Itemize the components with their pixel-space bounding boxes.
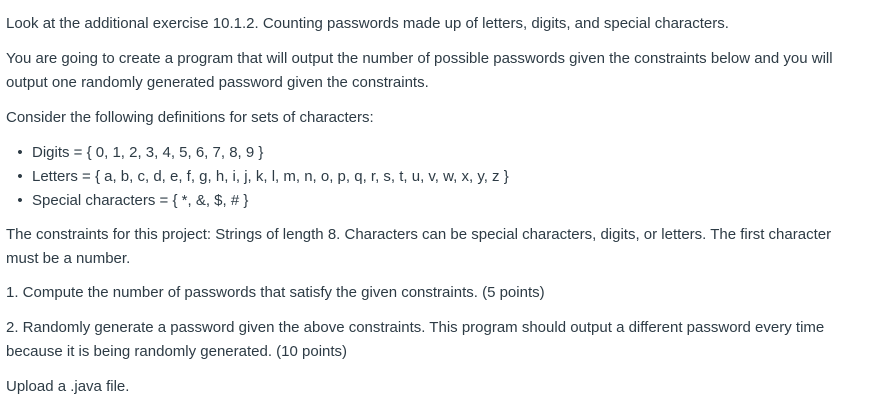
bullet-icon: • bbox=[17, 144, 23, 161]
constraints-paragraph: The constraints for this project: Strings of length 8. Characters can be special characters, digits, or letters. The first character must be a number. bbox=[6, 226, 832, 267]
upload-instruction: Upload a .java file. bbox=[6, 378, 130, 395]
question-1: 1. Compute the number of passwords that satisfy the given constraints. (5 points) bbox=[6, 284, 545, 301]
definition-text: Special characters = { *, &, $, # } bbox=[32, 192, 249, 209]
task-paragraph: You are going to create a program that will output the number of possible passwords given the constraints below and you will output one randomly generated password given the constraints. bbox=[6, 50, 833, 91]
definition-special-characters bbox=[17, 189, 895, 213]
consider-paragraph: Consider the following definitions for sets of characters: bbox=[6, 109, 374, 126]
definition-text: Digits = { 0, 1, 2, 3, 4, 5, 6, 7, 8, 9 } bbox=[32, 144, 264, 161]
intro-paragraph: Look at the additional exercise 10.1.2. Counting passwords made up of letters, digits, and special characters. bbox=[6, 15, 729, 32]
definitions-list bbox=[6, 141, 895, 213]
definition-digits bbox=[17, 141, 895, 165]
definition-text: Letters = { a, b, c, d, e, f, g, h, i, j, k, l, m, n, o, p, q, r, s, t, u, v, w, x, y, z } bbox=[32, 168, 509, 185]
bullet-icon: • bbox=[17, 192, 23, 209]
definition-letters bbox=[17, 165, 895, 189]
question-2: 2. Randomly generate a password given the above constraints. This program should output a different password every time because it is being randomly generated. (10 points) bbox=[6, 319, 825, 360]
bullet-icon: • bbox=[17, 168, 23, 185]
